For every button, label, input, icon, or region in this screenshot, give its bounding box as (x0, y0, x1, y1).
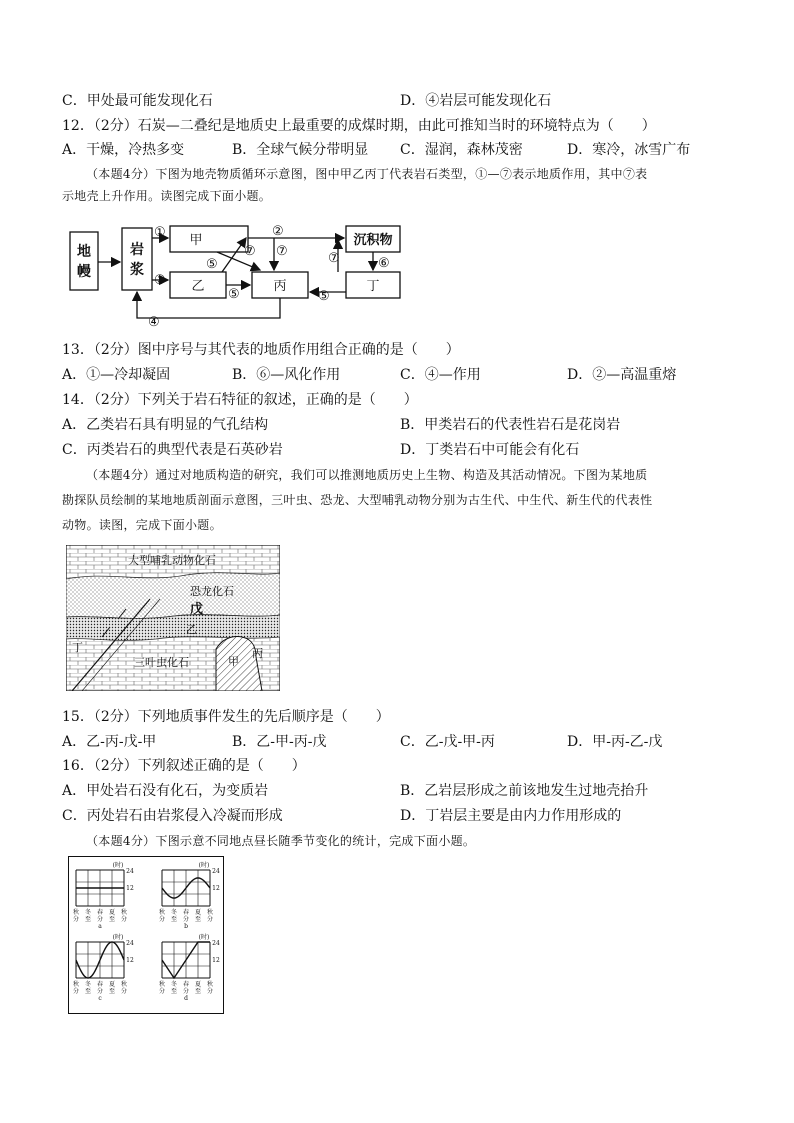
x-tick-label: 夏 (194, 981, 202, 988)
y-tick-24: 24 (212, 940, 220, 947)
x-tick-label: 至 (84, 916, 92, 923)
q13-option-a: A．①—冷却凝固 (62, 367, 171, 383)
x-tick-label: 分 (206, 916, 214, 923)
q13-option-c: C．④—作用 (400, 367, 481, 383)
q13-stem: 13．（2分）图中序号与其代表的地质作用组合正确的是（ ） (62, 342, 460, 358)
mantle-box (70, 232, 98, 290)
q11-option-d: D．④岩层可能发现化石 (400, 93, 552, 109)
y-tick-12: 12 (212, 885, 220, 892)
q12-option-a: A．干燥，冷热多变 (62, 142, 185, 158)
process-4-label: ④ (148, 315, 160, 330)
q15-option-c: C．乙-戊-甲-丙 (400, 734, 495, 750)
process-5b-label: ⑤ (228, 287, 240, 302)
layer-wu-label: 戊 (190, 602, 204, 617)
intro3-line1: （本题4分）下图示意不同地点昼长随季节变化的统计，完成下面小题。 (86, 834, 476, 848)
process-7a-label: ⑦ (244, 244, 256, 259)
q15-option-b: B．乙-甲-丙-戊 (232, 734, 327, 750)
intro2-line1: （本题4分）通过对地质构造的研究，我们可以推测地质历史上生物、构造及其活动情况。下图为某地质 (86, 468, 648, 482)
mammal-fossil-label: 大型哺乳动物化石 (128, 554, 216, 567)
x-tick-label: 冬 (84, 909, 92, 916)
rock-ding-label: 丁 (366, 279, 380, 294)
q16-option-b: B．乙岩层形成之前该地发生过地壳抬升 (400, 783, 649, 799)
unit-label: (时) (198, 862, 210, 869)
intro1-line1: （本题4分）下图为地壳物质循环示意图，图中甲乙丙丁代表岩石类型，①—⑦表示地质作用，其中⑦表 (86, 167, 648, 181)
trilobite-fossil-label: 三叶虫化石 (134, 656, 189, 669)
rock-jia-box (170, 226, 248, 252)
x-tick-label: 分 (182, 916, 190, 923)
x-tick-label: 夏 (108, 909, 116, 916)
q16-stem: 16．（2分）下列叙述正确的是（ ） (62, 758, 306, 774)
x-tick-label: 冬 (84, 981, 92, 988)
q16-option-a: A．甲处岩石没有化石，为变质岩 (62, 783, 269, 799)
magma-label-2: 浆 (130, 262, 144, 278)
process-5c-label: ⑤ (318, 289, 330, 304)
x-tick-label: 春 (96, 909, 104, 916)
layer-ding-label: 丁 (72, 641, 83, 654)
x-tick-label: 秋 (72, 909, 80, 916)
x-tick-label: 秋 (72, 981, 80, 988)
q14-option-a: A．乙类岩石具有明显的气孔结构 (62, 417, 269, 433)
q12-option-b: B．全球气候分带明显 (232, 142, 369, 158)
x-tick-label: 春 (182, 981, 190, 988)
intro2-line2: 勘探队员绘制的某地地质剖面示意图，三叶虫、恐龙、大型哺乳动物分别为古生代、中生代、新生代的代表性 (62, 493, 653, 507)
x-tick-label: 至 (108, 988, 116, 995)
x-tick-label: 分 (206, 988, 214, 995)
q12-option-c: C．湿润，森林茂密 (400, 142, 523, 158)
x-tick-label: 秋 (206, 909, 214, 916)
x-tick-label: 秋 (158, 981, 166, 988)
x-tick-label: 至 (170, 916, 178, 923)
panel-label: c (98, 995, 102, 1002)
q16-option-d: D．丁岩层主要是由内力作用形成的 (400, 808, 622, 824)
x-tick-label: 分 (120, 916, 128, 923)
intro1-line2: 示地壳上升作用。读图完成下面小题。 (62, 189, 272, 203)
q15-option-d: D．甲-丙-乙-戊 (567, 734, 663, 750)
intro2-line3: 动物。读图，完成下面小题。 (62, 518, 222, 532)
sediment-label: 沉积物 (353, 233, 393, 248)
process-3-label: ③ (154, 273, 166, 288)
x-tick-label: 至 (170, 988, 178, 995)
geologic-section-diagram (66, 545, 280, 691)
y-tick-12: 12 (212, 957, 220, 964)
x-tick-label: 分 (72, 916, 80, 923)
panel-label: b (184, 923, 188, 930)
x-tick-label: 秋 (206, 981, 214, 988)
rock-jia-section-label: 甲 (228, 655, 239, 668)
rock-bing-label: 丙 (273, 279, 287, 294)
process-7c-label: ⑦ (328, 251, 340, 266)
q12-stem: 12．（2分）石炭—二叠纪是地质史上最重要的成煤时期，由此可推知当时的环境特点为（ ） (62, 118, 656, 134)
x-tick-label: 至 (84, 988, 92, 995)
x-tick-label: 春 (96, 981, 104, 988)
process-2-label: ② (272, 224, 284, 239)
panel-label: d (184, 995, 188, 1002)
x-tick-label: 冬 (170, 909, 178, 916)
q14-option-b: B．甲类岩石的代表性岩石是花岗岩 (400, 417, 621, 433)
x-tick-label: 分 (96, 988, 104, 995)
x-tick-label: 分 (96, 916, 104, 923)
y-tick-24: 24 (126, 868, 134, 875)
q14-option-d: D．丁类岩石中可能会有化石 (400, 442, 580, 458)
q14-stem: 14．（2分）下列关于岩石特征的叙述，正确的是（ ） (62, 392, 418, 408)
q12-option-d: D．寒冷，冰雪广布 (567, 142, 691, 158)
layer-yi-label: 乙 (186, 623, 197, 636)
x-tick-label: 春 (182, 909, 190, 916)
x-tick-label: 秋 (120, 909, 128, 916)
q15-option-a: A．乙-丙-戊-甲 (62, 734, 157, 750)
x-tick-label: 分 (182, 988, 190, 995)
x-tick-label: 至 (194, 916, 202, 923)
x-tick-label: 冬 (170, 981, 178, 988)
mantle-label-2: 幔 (77, 264, 91, 280)
q14-option-c: C．丙类岩石的典型代表是石英砂岩 (62, 442, 283, 458)
unit-label: (时) (112, 934, 124, 941)
x-tick-label: 秋 (158, 909, 166, 916)
x-tick-label: 秋 (120, 981, 128, 988)
process-5a-label: ⑤ (206, 257, 218, 272)
mantle-label-1: 地 (77, 244, 91, 260)
x-tick-label: 夏 (194, 909, 202, 916)
rock-jia-label: 甲 (189, 233, 203, 248)
process-1-label: ① (154, 225, 166, 240)
rock-yi-label: 乙 (191, 279, 205, 294)
q11-option-c: C．甲处最可能发现化石 (62, 93, 213, 109)
x-tick-label: 分 (158, 988, 166, 995)
x-tick-label: 分 (72, 988, 80, 995)
q16-option-c: C．丙处岩石由岩浆侵入冷凝而形成 (62, 808, 283, 824)
y-tick-12: 12 (126, 885, 134, 892)
x-tick-label: 分 (158, 916, 166, 923)
q15-stem: 15．（2分）下列地质事件发生的先后顺序是（ ） (62, 709, 390, 725)
x-tick-label: 至 (108, 916, 116, 923)
unit-label: (时) (112, 862, 124, 869)
magma-label-1: 岩 (130, 242, 144, 258)
q13-option-d: D．②—高温重熔 (567, 367, 677, 383)
process-7b-label: ⑦ (276, 244, 288, 259)
day-length-charts (68, 856, 224, 1014)
x-tick-label: 分 (120, 988, 128, 995)
q13-option-b: B．⑥—风化作用 (232, 367, 341, 383)
y-tick-12: 12 (126, 957, 134, 964)
panel-label: a (98, 923, 102, 930)
x-tick-label: 夏 (108, 981, 116, 988)
process-6-label: ⑥ (378, 256, 390, 271)
unit-label: (时) (198, 934, 210, 941)
rock-cycle-diagram (62, 218, 412, 330)
x-tick-label: 至 (194, 988, 202, 995)
magma-box (122, 228, 152, 290)
rock-bing-section-label: 丙 (252, 647, 263, 660)
dinosaur-fossil-label: 恐龙化石 (190, 585, 234, 598)
y-tick-24: 24 (212, 868, 220, 875)
y-tick-24: 24 (126, 940, 134, 947)
